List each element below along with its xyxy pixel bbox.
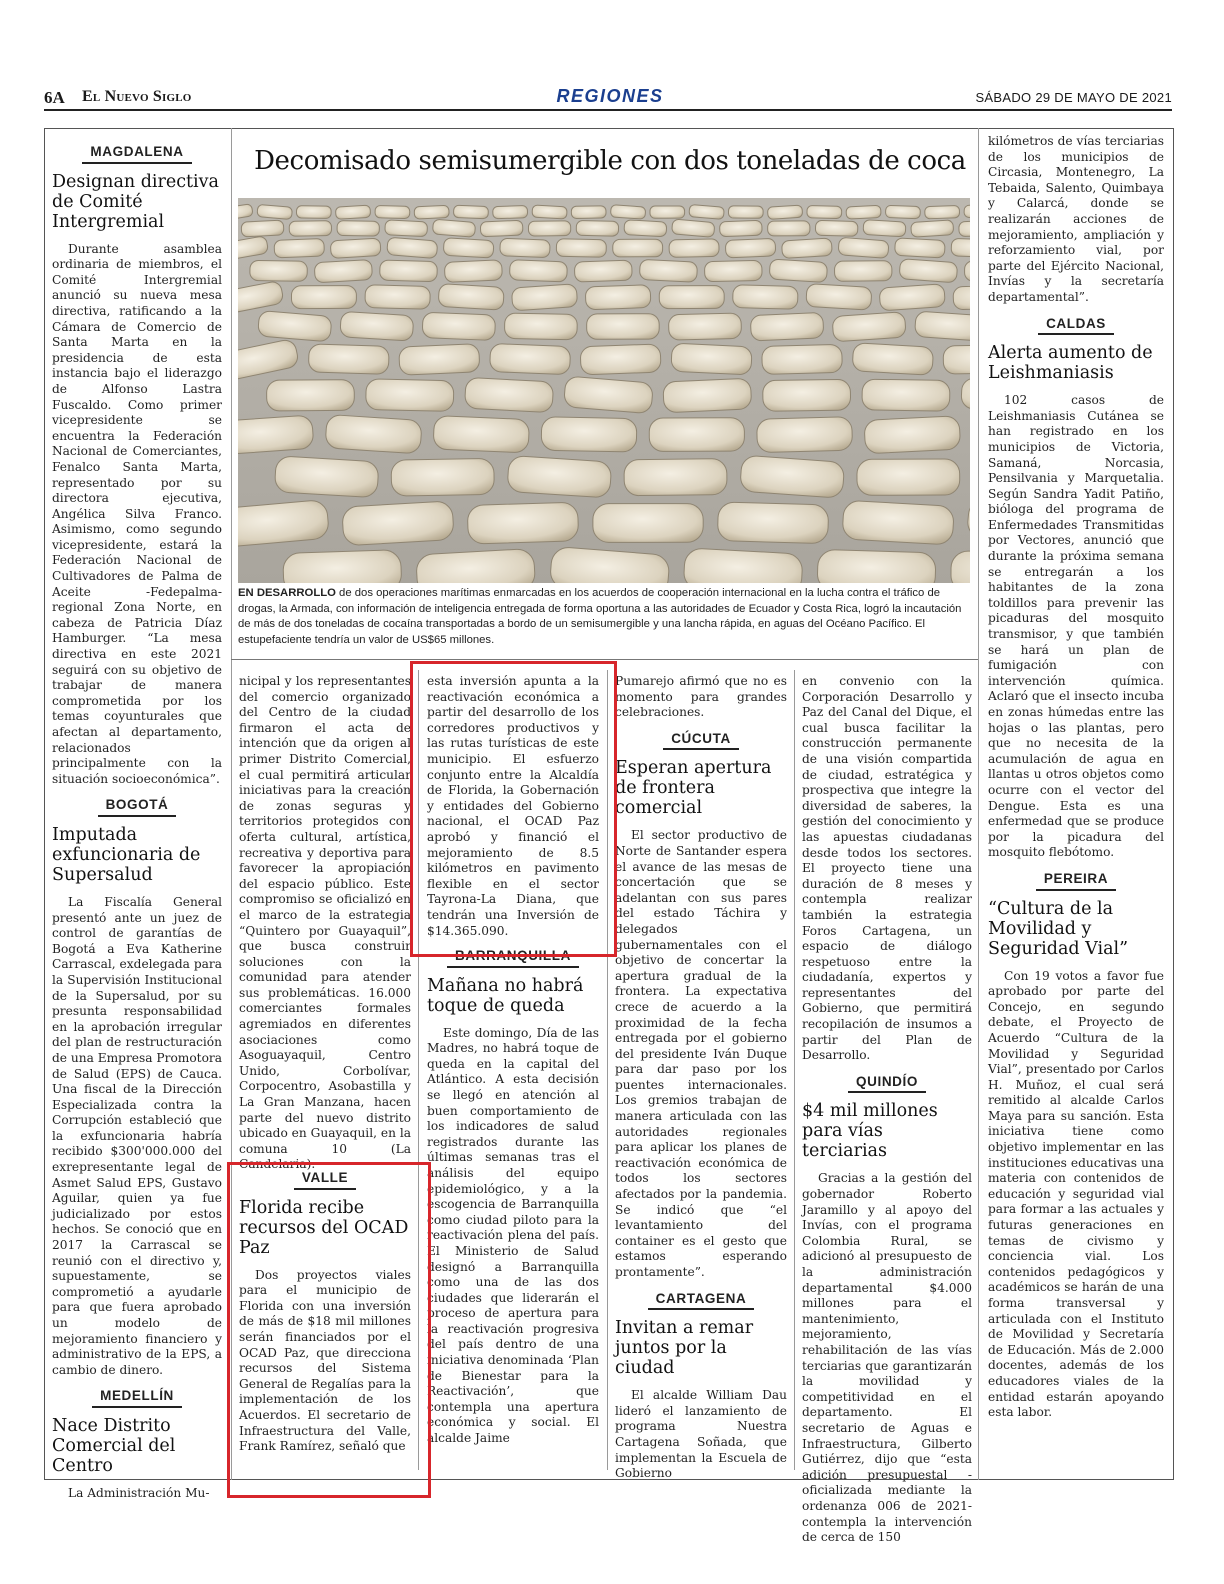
dateline: SÁBADO 29 DE MAYO DE 2021 bbox=[975, 90, 1172, 105]
package-block bbox=[335, 205, 370, 219]
package-block bbox=[857, 459, 960, 496]
package-block bbox=[283, 550, 402, 583]
package-block bbox=[659, 286, 724, 309]
package-block bbox=[951, 238, 970, 257]
body-pereira: Con 19 votos a favor fue aprobado por parte del Concejo, en segundo debate, el Proyecto de Acuerdo “Cultura de la Movilidad y Seguridad Vial”, presentado por Carlos H. Muñoz, el cual será remitido al alcalde Carlos Maya para su sanción. Esta iniciativa tiene como objetivo implementar en las instituciones educativas una materia con contenidos de educación y seguridad vial para formar a las actuales y futuras generaciones en temas de civismo y conciencia vial. Los contenidos pedagógicos y académicos se harán de una forma transversal y articulada con el Instituto de Movilidad y Secretaría de Educación. Más de 2.000 docentes, además de los educadores viales de la entidad estarán apoyando esta labor. bbox=[988, 968, 1164, 1420]
column-divider bbox=[794, 670, 795, 1470]
masthead-rule bbox=[44, 109, 1172, 111]
package-block bbox=[257, 204, 293, 219]
column-4 bbox=[615, 674, 787, 1482]
package-block bbox=[564, 376, 654, 414]
package-block bbox=[414, 205, 449, 219]
package-block bbox=[365, 285, 431, 310]
package-block bbox=[768, 221, 810, 236]
seized-drugs-photo bbox=[238, 198, 970, 583]
package-block bbox=[807, 206, 842, 219]
body-caldas: 102 casos de Leishmaniasis Cutánea se han registrado en los municipios de Victoria, Samaná, Norcasia, Pensilvania y Marquetalia. Según Sandra Yadit Patiño, bióloga del programa de Enfermedades Transmitidas por Vectores, anunció que durante la próxima semana se entregarán a los habitantes de la zona toldillos para prevenir las picaduras del mosquito transmisor, y que también se hará un plan de fumigación con intervención química. Aclaró que el insecto incuba en zonas húmedas entre las hojas o las plantas, pero que no necesita de la acumulación de agua en llantas u otros objetos como ocurre con el vector del Dengue. Esta es una enfermedad que se produce por la picadura del mosquito flebótomo. bbox=[988, 393, 1164, 860]
kicker-bogota: BOGOTÁ bbox=[98, 797, 177, 817]
package-block bbox=[250, 260, 308, 281]
package-block bbox=[750, 312, 824, 341]
column-3-barranquilla bbox=[427, 946, 599, 1447]
package-block bbox=[416, 548, 536, 583]
package-block bbox=[274, 238, 324, 257]
package-block bbox=[864, 416, 961, 454]
newspaper-name: El Nuevo Siglo bbox=[82, 88, 192, 105]
kicker-medellin: MEDELLÍN bbox=[92, 1388, 182, 1408]
package-block bbox=[422, 312, 495, 340]
package-block bbox=[725, 238, 775, 258]
package-block bbox=[274, 456, 379, 498]
package-block bbox=[650, 206, 685, 218]
package-block bbox=[762, 344, 843, 374]
package-block bbox=[639, 259, 697, 282]
column-6 bbox=[988, 134, 1164, 1421]
package-block bbox=[366, 379, 454, 412]
caption-lead: EN DESARROLLO bbox=[238, 587, 336, 599]
package-block bbox=[387, 237, 438, 258]
body-bogota: La Fiscalía General presentó ante un juez de control de garantías de Bogotá a Eva Katherine Carrascal, exdelegada para la Supervisión Institucional de la Supersalud, por su presunta responsabilidad en la aprobación irregular del plan de restructuración de una Empresa Promotora de Salud (EPS) de Cauca. Una fiscal de la Dirección Especializada contra la Corrupción estableció que la exfuncionaria habría recibido $300'000.000 del exrepresentante legal de Asmet Salud EPS, Gustavo Aguilar, quien ya fue judicializado por estos hechos. Se conoció que en 2017 la Carrascal se reunió con el directivo y, supuestamente, se comprometió a ayudarle para que fuera aprobado un modelo de mejoramiento financiero y administrativo de la EPS, a cambio de dinero. bbox=[52, 894, 223, 1377]
package-block bbox=[763, 379, 851, 411]
package-block bbox=[879, 284, 945, 311]
package-block bbox=[528, 221, 570, 236]
highlight-box-valle bbox=[227, 1162, 431, 1498]
headline-caldas: Alerta aumento de Leishmaniasis bbox=[988, 343, 1153, 384]
package-block bbox=[832, 312, 906, 342]
column-1 bbox=[52, 138, 222, 1502]
package-block bbox=[862, 379, 950, 411]
headline-magdalena: Designan directiva de Comité Intergremial bbox=[52, 171, 219, 232]
package-block bbox=[838, 237, 889, 258]
package-block bbox=[289, 221, 331, 237]
package-block bbox=[846, 205, 881, 219]
package-block bbox=[580, 344, 661, 375]
package-block bbox=[852, 343, 933, 376]
package-block bbox=[480, 220, 523, 237]
body-valle: Dos proyectos viales para el municipio de Florida con una inversión de más de $18 mil millones serán financiados por el OCAD Paz, que direcciona recursos del Sistema General de Regalías para la implementación de los Acuerdos. El secretario de Infraestructura del Valle, Frank Ramírez, señaló que bbox=[239, 1267, 411, 1454]
package-block bbox=[613, 239, 663, 257]
package-block bbox=[624, 220, 667, 237]
kicker-quindio: QUINDÍO bbox=[848, 1074, 926, 1094]
package-block bbox=[337, 221, 379, 236]
package-block bbox=[895, 238, 946, 258]
package-block bbox=[733, 285, 798, 310]
headline-barranquilla: Mañana no habrá toque de queda bbox=[427, 975, 584, 1016]
package-block bbox=[453, 205, 488, 219]
headline-pereira: “Cultura de la Movilidad y Seguridad Vial” bbox=[988, 898, 1129, 959]
package-block bbox=[672, 219, 715, 237]
section-name: REGIONES bbox=[556, 86, 664, 106]
package-block bbox=[914, 311, 970, 341]
kicker-cartagena: CARTAGENA bbox=[648, 1291, 755, 1311]
kicker-pereira: PEREIRA bbox=[1036, 871, 1116, 891]
package-block bbox=[504, 313, 577, 340]
body-cartagena: El alcalde William Dau lideró el lanzamiento de programa Nuestra Cartagena Soñada, que implementan la Escuela de Gobierno bbox=[615, 1388, 787, 1481]
body-quindio-continued: kilómetros de vías terciarias de los municipios de Circasia, Montenegro, La Tebaida, Salento, Quimbaya y Calarcá, donde se realizarán acciones de mejoramiento, ampliación y reforzamiento vial, por parte del Ejército Nacional, Invías y la secretaría departamental”. bbox=[988, 134, 1164, 304]
headline-cartagena: Invitan a remar juntos por la ciudad bbox=[615, 1318, 754, 1379]
body-cucuta: El sector productivo de Norte de Santander espera el avance de las mesas de concertación que se adelantan con sus pares del estado Táchira y delegados gubernamentales con el objetivo de concertar la apertura gradual de la frontera. La expectativa crece de acuerdo a la proximidad de la fecha entregada por el gobierno del presidente Iván Duque para dar paso por los puentes internacionales. Los gremios trabajan de manera articulada con las autoridades regionales para aplicar los planes de reactivación económica de todos los sectores afectados por la pandemia. Se indicó que “el levantamiento del container es el gesto que estamos esperando prontamente”. bbox=[615, 828, 787, 1279]
package-block bbox=[432, 219, 475, 237]
package-block bbox=[380, 260, 438, 282]
photo-illustration bbox=[238, 198, 970, 583]
package-block bbox=[740, 455, 845, 498]
package-block bbox=[834, 261, 892, 282]
body-quindio: Gracias a la gestión del gobernador Roberto Jaramillo y al apoyo del Invías, con el programa Colombia Rural, se adicionó al presupuesto de la administración departamental $4.000 millones para el mantenimiento, mejoramiento, rehabilitación de las vías terciarias que garantizarán la movilidad y competitividad en el departamento. El secretario de Aguas e Infraestructura, Gilberto Gutiérrez, dijo que “esta adición presupuestal -oficializada mediante la ordenanza 006 de 2021- contempla la intervención de cerca de 150 bbox=[802, 1171, 972, 1545]
package-block bbox=[817, 549, 936, 583]
package-block bbox=[925, 205, 960, 218]
package-block bbox=[885, 205, 920, 218]
package-block bbox=[465, 377, 554, 412]
package-block bbox=[330, 238, 381, 258]
package-block bbox=[704, 260, 762, 281]
package-block bbox=[806, 284, 872, 311]
package-block bbox=[689, 204, 724, 219]
package-block bbox=[314, 259, 372, 282]
package-block bbox=[842, 500, 954, 545]
package-block bbox=[943, 345, 970, 375]
package-block bbox=[438, 284, 504, 311]
body-barranquilla-continued: Pumarejo afirmó que no es momento para grandes celebraciones. bbox=[615, 674, 787, 720]
column-divider bbox=[978, 128, 979, 1480]
package-block bbox=[490, 343, 571, 374]
package-block bbox=[571, 206, 606, 219]
package-block bbox=[507, 455, 612, 498]
package-block bbox=[815, 220, 858, 236]
body-valle-continued: esta inversión apunta a la reactivación económica a partir del desarrollo de los corredores productivos y las rutas turísticas de este municipio. El esfuerzo conjunto entre la Alcaldía de Florida, la Gobernación y entidades del Gobierno nacional, el OCAD Paz aprobó y financió el mejoramiento de 8.5 kilómetros en pavimento flexible en el sector Tayrona-La Diana, que tendrán una Inversión de $14.365.090. bbox=[427, 674, 599, 938]
package-block bbox=[340, 311, 414, 341]
column-5 bbox=[802, 674, 972, 1546]
package-block bbox=[399, 344, 480, 376]
kicker-magdalena: MAGDALENA bbox=[82, 144, 191, 164]
package-block bbox=[576, 221, 619, 237]
package-block bbox=[719, 220, 762, 236]
headline-cucuta: Esperan apertura de frontera comercial bbox=[615, 758, 772, 819]
kicker-cucuta: CÚCUTA bbox=[663, 731, 739, 751]
package-block bbox=[769, 259, 827, 283]
package-block bbox=[511, 284, 577, 311]
package-block bbox=[267, 380, 355, 411]
package-block bbox=[493, 206, 528, 219]
package-block bbox=[899, 259, 958, 283]
package-block bbox=[375, 205, 410, 218]
page-number: 6A bbox=[44, 88, 65, 107]
package-block bbox=[291, 286, 356, 309]
package-block bbox=[587, 314, 660, 340]
headline-medellin: Nace Distrito Comercial del Centro bbox=[52, 1415, 176, 1476]
feature-headline: Decomisado semisumergible con dos toneladas de coca bbox=[254, 146, 966, 176]
kicker-barranquilla: BARRANQUILLA bbox=[447, 948, 579, 968]
package-block bbox=[863, 220, 906, 237]
package-block bbox=[433, 416, 529, 453]
package-block bbox=[728, 206, 763, 219]
package-block bbox=[296, 206, 331, 219]
package-block bbox=[911, 220, 954, 238]
body-medellin: La Administración Mu- bbox=[68, 1485, 210, 1500]
kicker-valle: VALLE bbox=[294, 1170, 356, 1190]
package-block bbox=[556, 239, 606, 257]
package-block bbox=[391, 458, 494, 496]
package-block bbox=[385, 220, 428, 237]
package-block bbox=[258, 311, 332, 342]
feature-bottom-rule bbox=[231, 659, 978, 660]
package-block bbox=[669, 239, 719, 258]
caption-text: de dos operaciones marítimas enmarcadas en los acuerdos de cooperación internacional en la lucha contra el tráfico de drogas, la Armada, con información de inteligencia entregada de forma oportuna a las autoridades de Ecuador y Costa Rica, logró la incautación de más de dos toneladas de cocaína transportadas a bordo de un semisumergible y una lancha rápida, en aguas del Océano Pacífico. El estupefaciente tendría un valor de US$65 millones. bbox=[238, 587, 962, 646]
package-block bbox=[574, 260, 632, 282]
package-block bbox=[782, 238, 833, 259]
headline-quindio: $4 mil millones para vías terciarias bbox=[802, 1101, 938, 1162]
body-barranquilla: Este domingo, Día de las Madres, no habrá toque de queda en la capital del Atlántico. A esta decisión se llegó en atención al buen comportamiento de los indicadores de salud registrados durante las últimas semanas tras el análisis del equipo epidemiológico, y a la escogencia de Barranquilla como ciudad piloto para la reactivación plena del país. El Ministerio de Salud designó a Barranquilla como una de las dos ciudades que liderarán el proceso de apertura para la reactivación progresiva del país dentro de una iniciativa denominada ‘Plan de Bienestar para la Reactivación’, que contempla una apertura económica y social. El alcalde Jaime bbox=[427, 1025, 599, 1446]
package-block bbox=[509, 260, 567, 282]
body-cartagena-continued: en convenio con la Corporación Desarrollo y Paz del Canal del Dique, el cual busca facilitar la construcción permanente de una visión compartida de ciudad, estratégica y prospectiva que integre la diversidad de saberes, la gestión del conocimiento y las apuestas ciudadanas desde todos los sectores. El proyecto tiene una duración de 8 meses y contempla realizar también la estrategia Foros Cartagena, un espacio de diálogo respetuoso entre la ciudadanía, expertos y representantes del Gobierno, que permitirá recopilación de insumos a partir del Plan de Desarrollo. bbox=[802, 674, 972, 1063]
package-block bbox=[683, 548, 803, 583]
package-block bbox=[585, 285, 651, 310]
package-block bbox=[241, 220, 284, 237]
photo-caption bbox=[238, 586, 970, 648]
body-magdalena: Durante asamblea ordinaria de miembros, el Comité Intergremial anunció su nueva mesa directiva, ratificando a la Cámara de Comercio de Santa Marta en la presidencia de esta instancia bajo el liderazgo de Alfonso Lastra Fuscaldo. Como primer vicepresidente se encuentra la Federación Nacional de Comerciantes, Fenalco Santa Marta, representado por su directora ejecutiva, Angélica Silva Franco. Asimismo, como segundo vicepresidente, estará la Federación Nacional de Cultivadores de Palma de Aceite -Fedepalma- regional Zona Norte, en cabeza de Patricia Díaz Hamburger. “La mesa directiva en este 2021 seguirá con su objetivo de trabajar de manera comprometida por los temas coyunturales que afectan al departamento, relacionados principalmente con la situación socioeconómica”. bbox=[52, 241, 222, 786]
highlight-box-valle-continued bbox=[410, 661, 617, 957]
package-block bbox=[467, 502, 578, 544]
package-block bbox=[671, 343, 752, 375]
package-block bbox=[342, 501, 454, 546]
package-block bbox=[532, 205, 567, 219]
package-block bbox=[500, 238, 550, 257]
package-block bbox=[624, 459, 727, 496]
package-block bbox=[757, 417, 853, 453]
package-block bbox=[325, 414, 422, 453]
package-block bbox=[649, 418, 744, 452]
package-block bbox=[663, 378, 752, 413]
headline-bogota: Imputada exfuncionaria de Supersalud bbox=[52, 824, 201, 885]
package-block bbox=[308, 344, 389, 375]
kicker-caldas: CALDAS bbox=[1038, 316, 1114, 336]
body-medellin-continued: nicipal y los representantes del comercio organizado del Centro de la ciudad firmaron el acta de intención que da origen al primer Distrito Comercial, el cual permitirá articular iniciativas para la creación de zonas seguras y territorios protegidos con oferta cultural, artística, recreativa y deportiva para favorecer la apropiación del espacio público. Este compromiso se oficializó en el marco de la estrategia “Quintero por Guayaquil”, que busca construir soluciones con la comunidad para atender sus problemáticas. 16.000 comerciantes formales agremiados en diferentes asociaciones como Asoguayaquil, Centro Unido, Corbolívar, Corpocentro, Asobastilla y La Gran Manzana, hacen parte del nuevo distrito ubicado en Guayaquil, en la comuna 10 (La Candelaria). bbox=[239, 674, 411, 1172]
package-block bbox=[767, 205, 802, 219]
package-block bbox=[238, 415, 314, 455]
package-block bbox=[610, 205, 645, 220]
package-block bbox=[443, 238, 494, 258]
package-block bbox=[593, 504, 703, 543]
package-block bbox=[717, 502, 828, 544]
package-block bbox=[444, 260, 502, 283]
headline-valle: Florida recibe recursos del OCAD Paz bbox=[239, 1197, 409, 1258]
package-block bbox=[668, 313, 741, 340]
package-block bbox=[541, 417, 637, 452]
column-2 bbox=[239, 674, 411, 1173]
